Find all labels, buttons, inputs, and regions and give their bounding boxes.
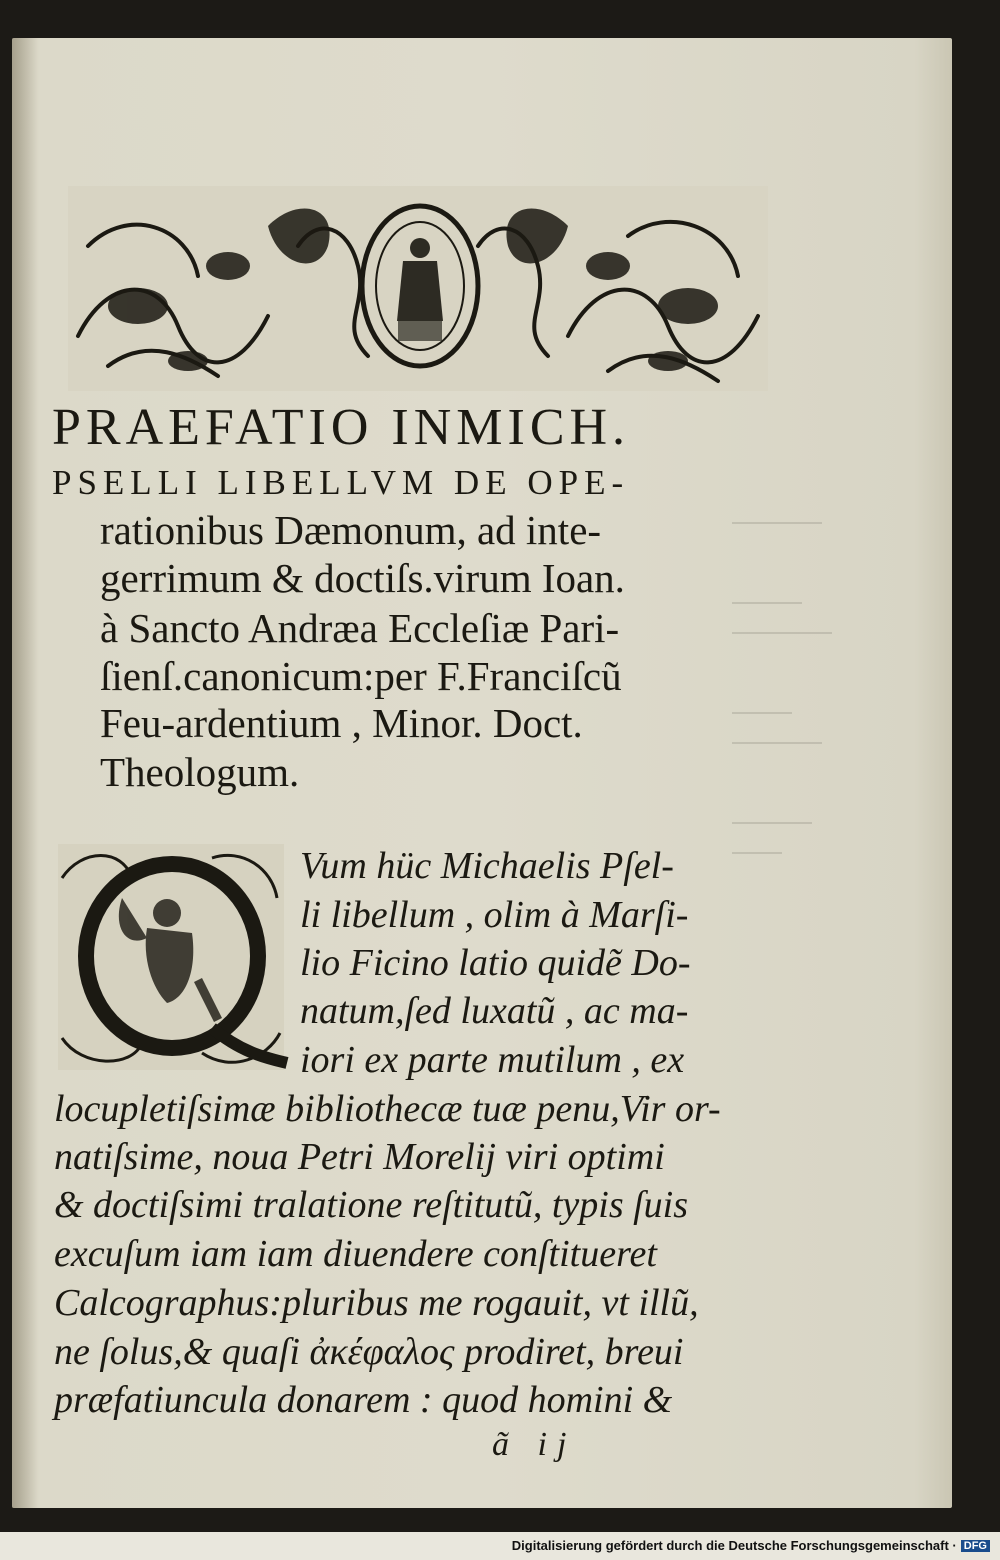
subtitle-line: à Sancto Andræa Eccleſiæ Pari- (100, 605, 620, 651)
body-text-line: iori ex parte mutilum , ex (300, 1039, 685, 1081)
book-page (12, 38, 952, 1508)
body-text-line: Calcographus:pluribus me rogauit, vt illũ, (54, 1282, 699, 1324)
subtitle-line: Feu-ardentium , Minor. Doct. (100, 700, 583, 746)
body-text-line: lio Ficino latio quidẽ Do- (300, 942, 691, 984)
body-text-line: natiſsime, noua Petri Morelij viri optimi (54, 1136, 665, 1178)
body-text-line: & doctiſsimi tralatione reſtitutũ, typis ſuis (54, 1184, 689, 1226)
funding-credit (512, 1538, 990, 1553)
body-text-line: locupletiſsimæ bibliothecæ tuæ penu,Vir or- (54, 1088, 721, 1130)
gutter-shadow (12, 38, 38, 1508)
body-text-line: ne ſolus,& quaſi ἀκέφαλος prodiret, breui (54, 1331, 684, 1373)
page-title: PRAEFATIO INMICH. (52, 399, 631, 456)
body-text-line: li libellum , olim à Marſi- (300, 894, 689, 936)
signature-mark: ã ij (492, 1426, 577, 1463)
woodcut-headpiece-ornament (68, 186, 768, 391)
subtitle-line: gerrimum & doctiſs.virum Ioan. (100, 555, 625, 601)
woodcut-initial-q (52, 838, 290, 1076)
subtitle-line: PSELLI LIBELLVM DE OPE- (52, 463, 630, 502)
subtitle-line: ſienſ.canonicum:per F.Franciſcũ (100, 653, 622, 699)
subtitle-line: Theologum. (100, 749, 300, 795)
subtitle-line: rationibus Dæmonum, ad inte- (100, 507, 602, 553)
body-text-line: præfatiuncula donarem : quod homini & (54, 1379, 673, 1421)
dfg-logo: DFG (961, 1540, 990, 1552)
body-text-line: Vum hüc Michaelis Pſel- (300, 845, 674, 887)
body-text-line: excuſum iam iam diuendere conſtitueret (54, 1233, 657, 1275)
body-text-line: natum,ſed luxatũ , ac ma- (300, 990, 689, 1032)
funding-credit-text: Digitalisierung gefördert durch die Deutsche Forschungsgemeinschaft · (511, 1538, 957, 1553)
